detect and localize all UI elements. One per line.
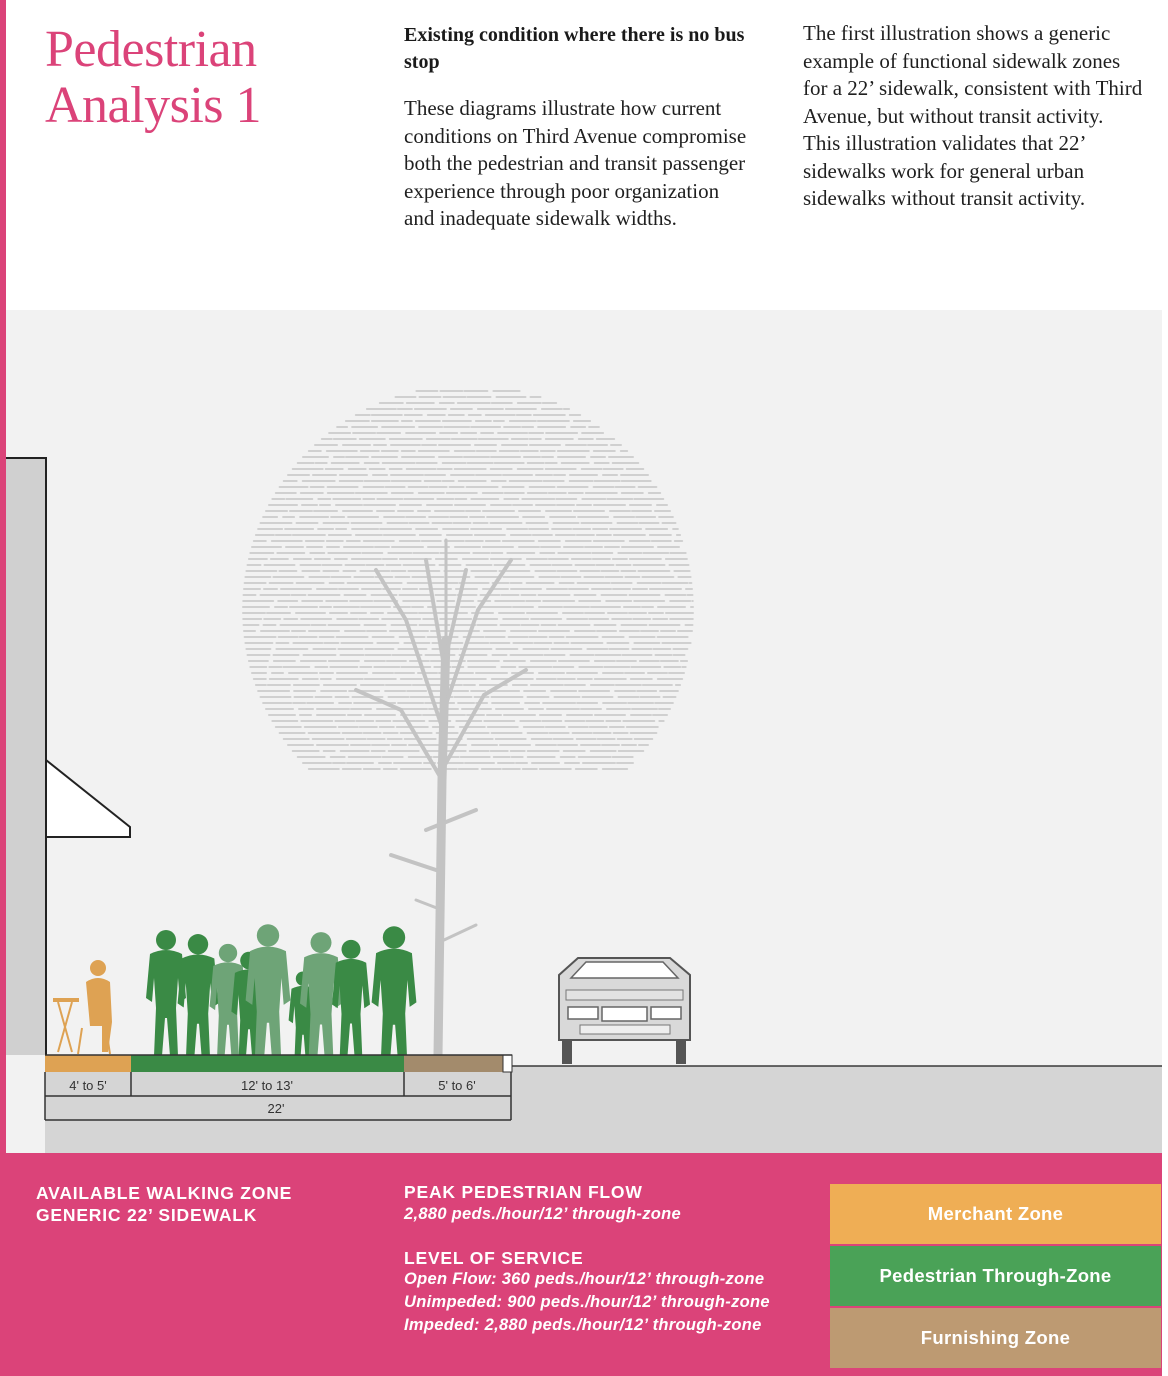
legend-furnishing-zone	[830, 1308, 1161, 1368]
merchant-person-icon	[53, 960, 112, 1054]
title-line-2: Analysis 1	[45, 77, 261, 134]
peak-flow-heading: PEAK PEDESTRIAN FLOW	[404, 1182, 643, 1202]
furnishing-zone-bar	[404, 1055, 503, 1072]
curb	[503, 1055, 512, 1072]
through-dimension-label: 12' to 13'	[241, 1078, 293, 1093]
title-line-1: Pedestrian	[45, 21, 257, 78]
page-title	[45, 22, 261, 134]
zone-title-line-2: GENERIC 22’ SIDEWALK	[36, 1205, 258, 1225]
los-item: Open Flow: 360 peds./hour/12’ through-zone	[404, 1270, 765, 1288]
zone-title-line-1: AVAILABLE WALKING ZONE	[36, 1183, 293, 1203]
sidewalk-section-diagram	[6, 310, 1162, 1153]
los-item: Impeded: 2,880 peds./hour/12’ through-zone	[404, 1316, 762, 1334]
total-dimension-label: 22'	[267, 1101, 285, 1116]
merchant-dimension-label: 4' to 5'	[69, 1078, 107, 1093]
legend-through-zone	[830, 1246, 1161, 1306]
legend-merchant-zone	[830, 1184, 1161, 1244]
peak-flow-value: 2,880 peds./hour/12’ through-zone	[404, 1205, 681, 1223]
building-icon	[6, 458, 46, 1055]
footer-panel	[6, 1153, 1162, 1376]
road-surface	[511, 1066, 1162, 1153]
pedestrian-group-icon	[146, 924, 416, 1067]
legend-label: Pedestrian Through-Zone	[879, 1265, 1112, 1286]
merchant-zone-bar	[45, 1055, 131, 1072]
section-subhead: Existing condition where there is no bus stop	[404, 24, 745, 73]
legend-label: Merchant Zone	[927, 1203, 1064, 1224]
car-icon	[559, 958, 690, 1064]
awning-icon	[46, 760, 130, 837]
legend-label: Furnishing Zone	[920, 1327, 1071, 1348]
description-paragraph: The first illustration shows a generic example of functional sidewalk zones for a 22’ sidewalk, consistent with Third Avenue, but without transit activity. This illustration validates that 22’ sidewalks work for general urban sidewalks without transit activity.	[803, 21, 1143, 210]
zone-title	[36, 1182, 292, 1226]
furnishing-dimension-label: 5' to 6'	[438, 1078, 476, 1093]
los-heading: LEVEL OF SERVICE	[404, 1248, 584, 1268]
los-item: Unimpeded: 900 peds./hour/12’ through-zone	[404, 1293, 770, 1311]
through-zone-bar	[131, 1055, 404, 1072]
intro-paragraph: These diagrams illustrate how current conditions on Third Avenue compromise both the pedestrian and transit passenger experience through poor organization and inadequate sidewalk widths.	[404, 96, 747, 230]
